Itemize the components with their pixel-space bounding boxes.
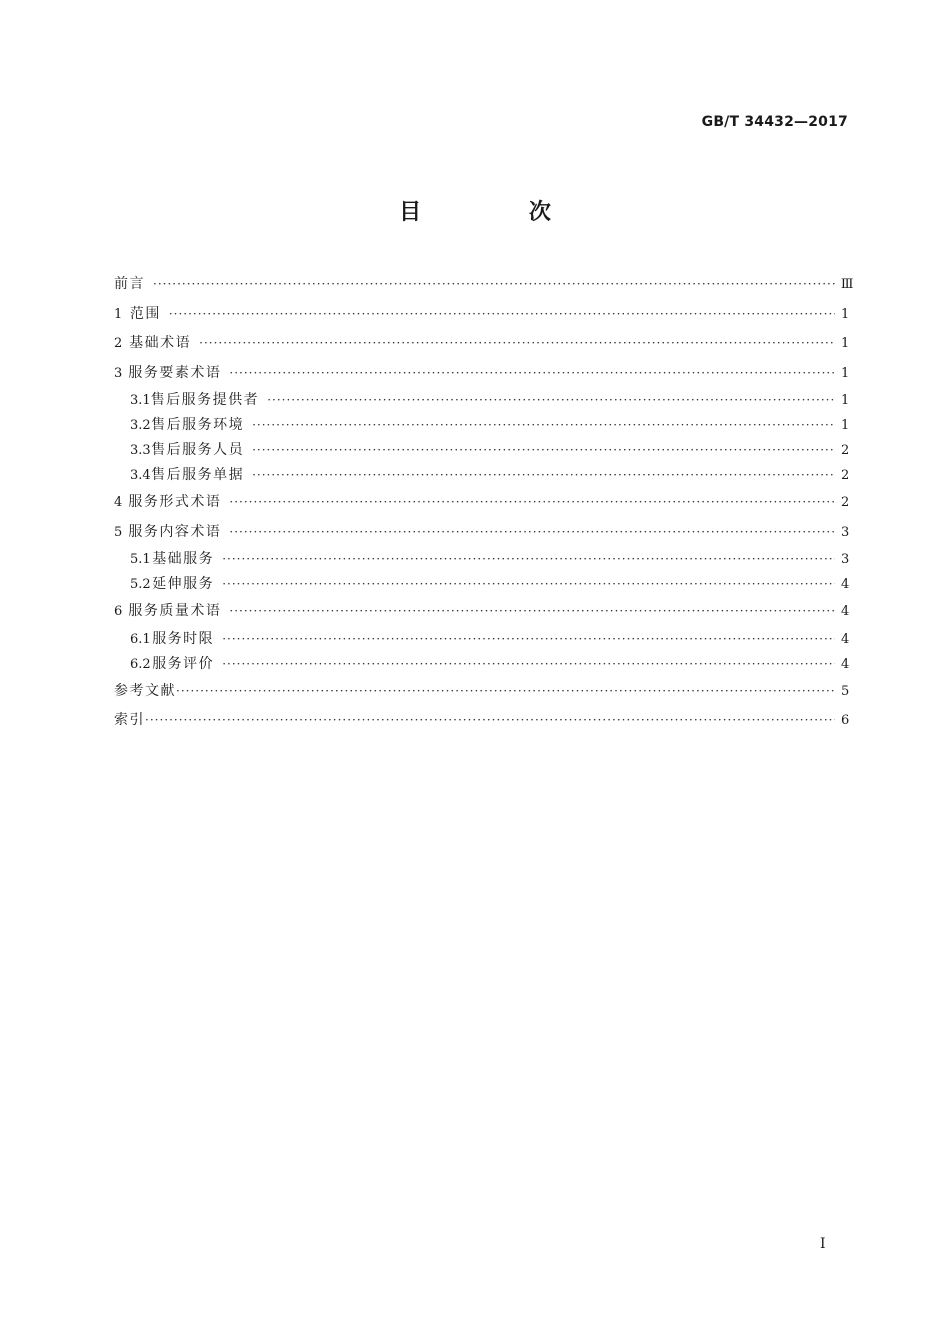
page-title: 目 次 [399,200,601,225]
dot-leader [145,706,835,736]
toc-entry-label: 参考文献 [114,682,176,699]
dot-leader [252,413,835,438]
toc-entry-label: 前言 [114,276,145,292]
toc-entry-label: 售后服务环境 [151,417,245,433]
toc-entry-3[interactable] [114,359,849,389]
toc-entry-page: 1 [841,336,850,351]
toc-entry-3-3[interactable] [114,438,849,463]
toc-entry-foreword[interactable] [114,270,854,300]
toc-entry-page: 1 [841,306,850,322]
toc-entry-page: 1 [841,393,850,408]
dot-leader [222,627,835,652]
toc-entry-page: 6 [841,713,850,728]
toc-entry-page: 2 [841,443,850,458]
toc-entry-label: 售后服务提供者 [150,392,260,408]
toc-entry-page: 5 [841,683,850,699]
toc-entry-page: 2 [841,495,850,510]
table-of-contents [114,270,854,736]
toc-entry-page: 4 [841,656,850,672]
toc-entry-label: 基础服务 [152,551,215,567]
toc-entry-page: Ⅲ [840,277,854,292]
toc-entry-6-2[interactable] [114,652,849,677]
dot-leader [252,438,835,463]
dot-leader [153,270,835,300]
toc-entry-5-1[interactable] [114,547,849,572]
toc-entry-label: 售后服务人员 [151,442,245,458]
toc-entry-1[interactable] [114,300,849,330]
toc-entry-page: 3 [841,524,850,540]
toc-entry-label: 基础术语 [129,335,192,351]
toc-entry-number: 3 [114,365,123,381]
toc-entry-label: 服务内容术语 [128,523,222,540]
toc-entry-label: 服务形式术语 [128,494,222,510]
dot-leader [252,463,835,488]
toc-entry-5[interactable] [114,518,849,548]
toc-entry-number: 3.2 [130,418,151,433]
dot-leader [229,359,835,389]
toc-entry-6-1[interactable] [114,627,849,652]
toc-entry-5-2[interactable] [114,572,849,597]
toc-entry-page: 1 [841,418,850,433]
dot-leader [222,652,835,677]
toc-entry-label: 服务时限 [152,630,215,647]
dot-leader [229,518,835,548]
dot-leader [176,677,835,707]
toc-entry-number: 3.3 [130,443,151,458]
toc-entry-label: 服务要素术语 [128,364,222,381]
dot-leader [222,572,835,597]
standard-code: GB/T 34432—2017 [701,114,848,130]
toc-entry-number: 6 [114,604,123,619]
toc-entry-4[interactable] [114,488,849,518]
toc-entry-number: 6.1 [130,631,151,647]
dot-leader [267,388,835,413]
toc-entry-page: 4 [841,604,850,619]
toc-entry-number: 5.1 [130,552,151,567]
toc-entry-3-4[interactable] [114,463,849,488]
toc-entry-bibliography[interactable] [114,677,849,707]
toc-entry-label: 服务评价 [152,655,215,672]
toc-entry-number: 5.2 [130,577,151,592]
toc-entry-page: 4 [841,577,850,592]
toc-entry-6[interactable] [114,597,849,627]
toc-entry-label: 索引 [114,712,145,728]
toc-entry-number: 3.4 [130,468,151,483]
dot-leader [169,300,835,330]
toc-entry-page: 1 [841,365,850,381]
toc-entry-page: 4 [841,631,850,647]
toc-entry-number: 6.2 [130,656,151,672]
toc-entry-3-1[interactable] [114,388,849,413]
toc-entry-number: 5 [114,524,123,540]
toc-entry-label: 延伸服务 [152,576,215,592]
toc-entry-number: 3.1 [130,393,151,408]
toc-entry-index[interactable] [114,706,849,736]
toc-entry-page: 2 [841,468,850,483]
dot-leader [199,329,835,359]
toc-entry-page: 3 [841,552,850,567]
toc-entry-3-2[interactable] [114,413,849,438]
dot-leader [222,547,835,572]
page-number: I [820,1236,826,1252]
dot-leader [229,488,835,518]
toc-entry-number: 4 [114,495,123,510]
toc-entry-label: 售后服务单据 [151,467,245,483]
toc-entry-number: 2 [114,336,123,351]
dot-leader [229,597,835,627]
toc-entry-2[interactable] [114,329,849,359]
toc-entry-label: 服务质量术语 [128,603,222,619]
toc-entry-number: 1 [114,306,123,322]
toc-entry-label: 范围 [129,305,161,322]
